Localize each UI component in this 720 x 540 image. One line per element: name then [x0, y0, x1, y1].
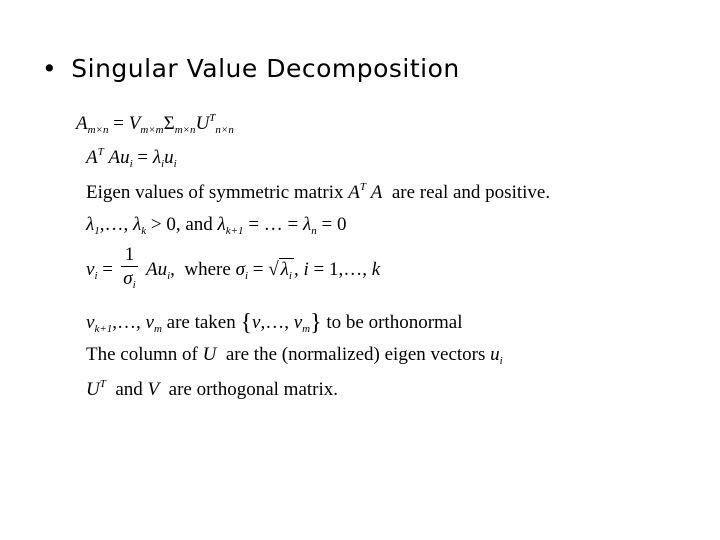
bullet-icon: •	[42, 54, 58, 83]
text-column-u: The column of U are the (normalized) eigen vectors $u_i$	[86, 344, 503, 367]
formula-eigen: $A^T$ $Au_i = \lambda_iu_i$	[86, 146, 177, 170]
slide-title	[42, 54, 460, 83]
sqrt-symbol: √ $\lambda_i$	[268, 258, 292, 282]
text-orthonormal: $v_{k+1},\dots$, $v_m$ are taken {v,…, $v_m$} to be orthonormal	[86, 310, 463, 336]
text-eigen-values: Eigen values of symmetric matrix $A^T$ A are real and positive.	[86, 181, 551, 203]
title-text: Singular Value Decomposition	[71, 54, 460, 83]
formula-lambdas: $\lambda_1,\dots$, $\lambda_k > 0$, and $\lambda_{k+1}$ = … = $\lambda_n = 0$	[86, 214, 347, 237]
formula-v-def: $v_i$ = $\frac{1}{\sigma_i}$ $Au_i$, where $\sigma_i$ = √ $\lambda_i$ , i = 1,…, k	[86, 244, 380, 297]
formula-svd: $A_{m\times n} = V_{m\times m}\Sigma_{m\times n}U^T_{n\times n}$	[76, 112, 234, 136]
fraction: $\frac{1}{\sigma_i}$	[121, 244, 139, 297]
text-orthogonal: $U^T$ and V are orthogonal matrix.	[86, 378, 339, 400]
